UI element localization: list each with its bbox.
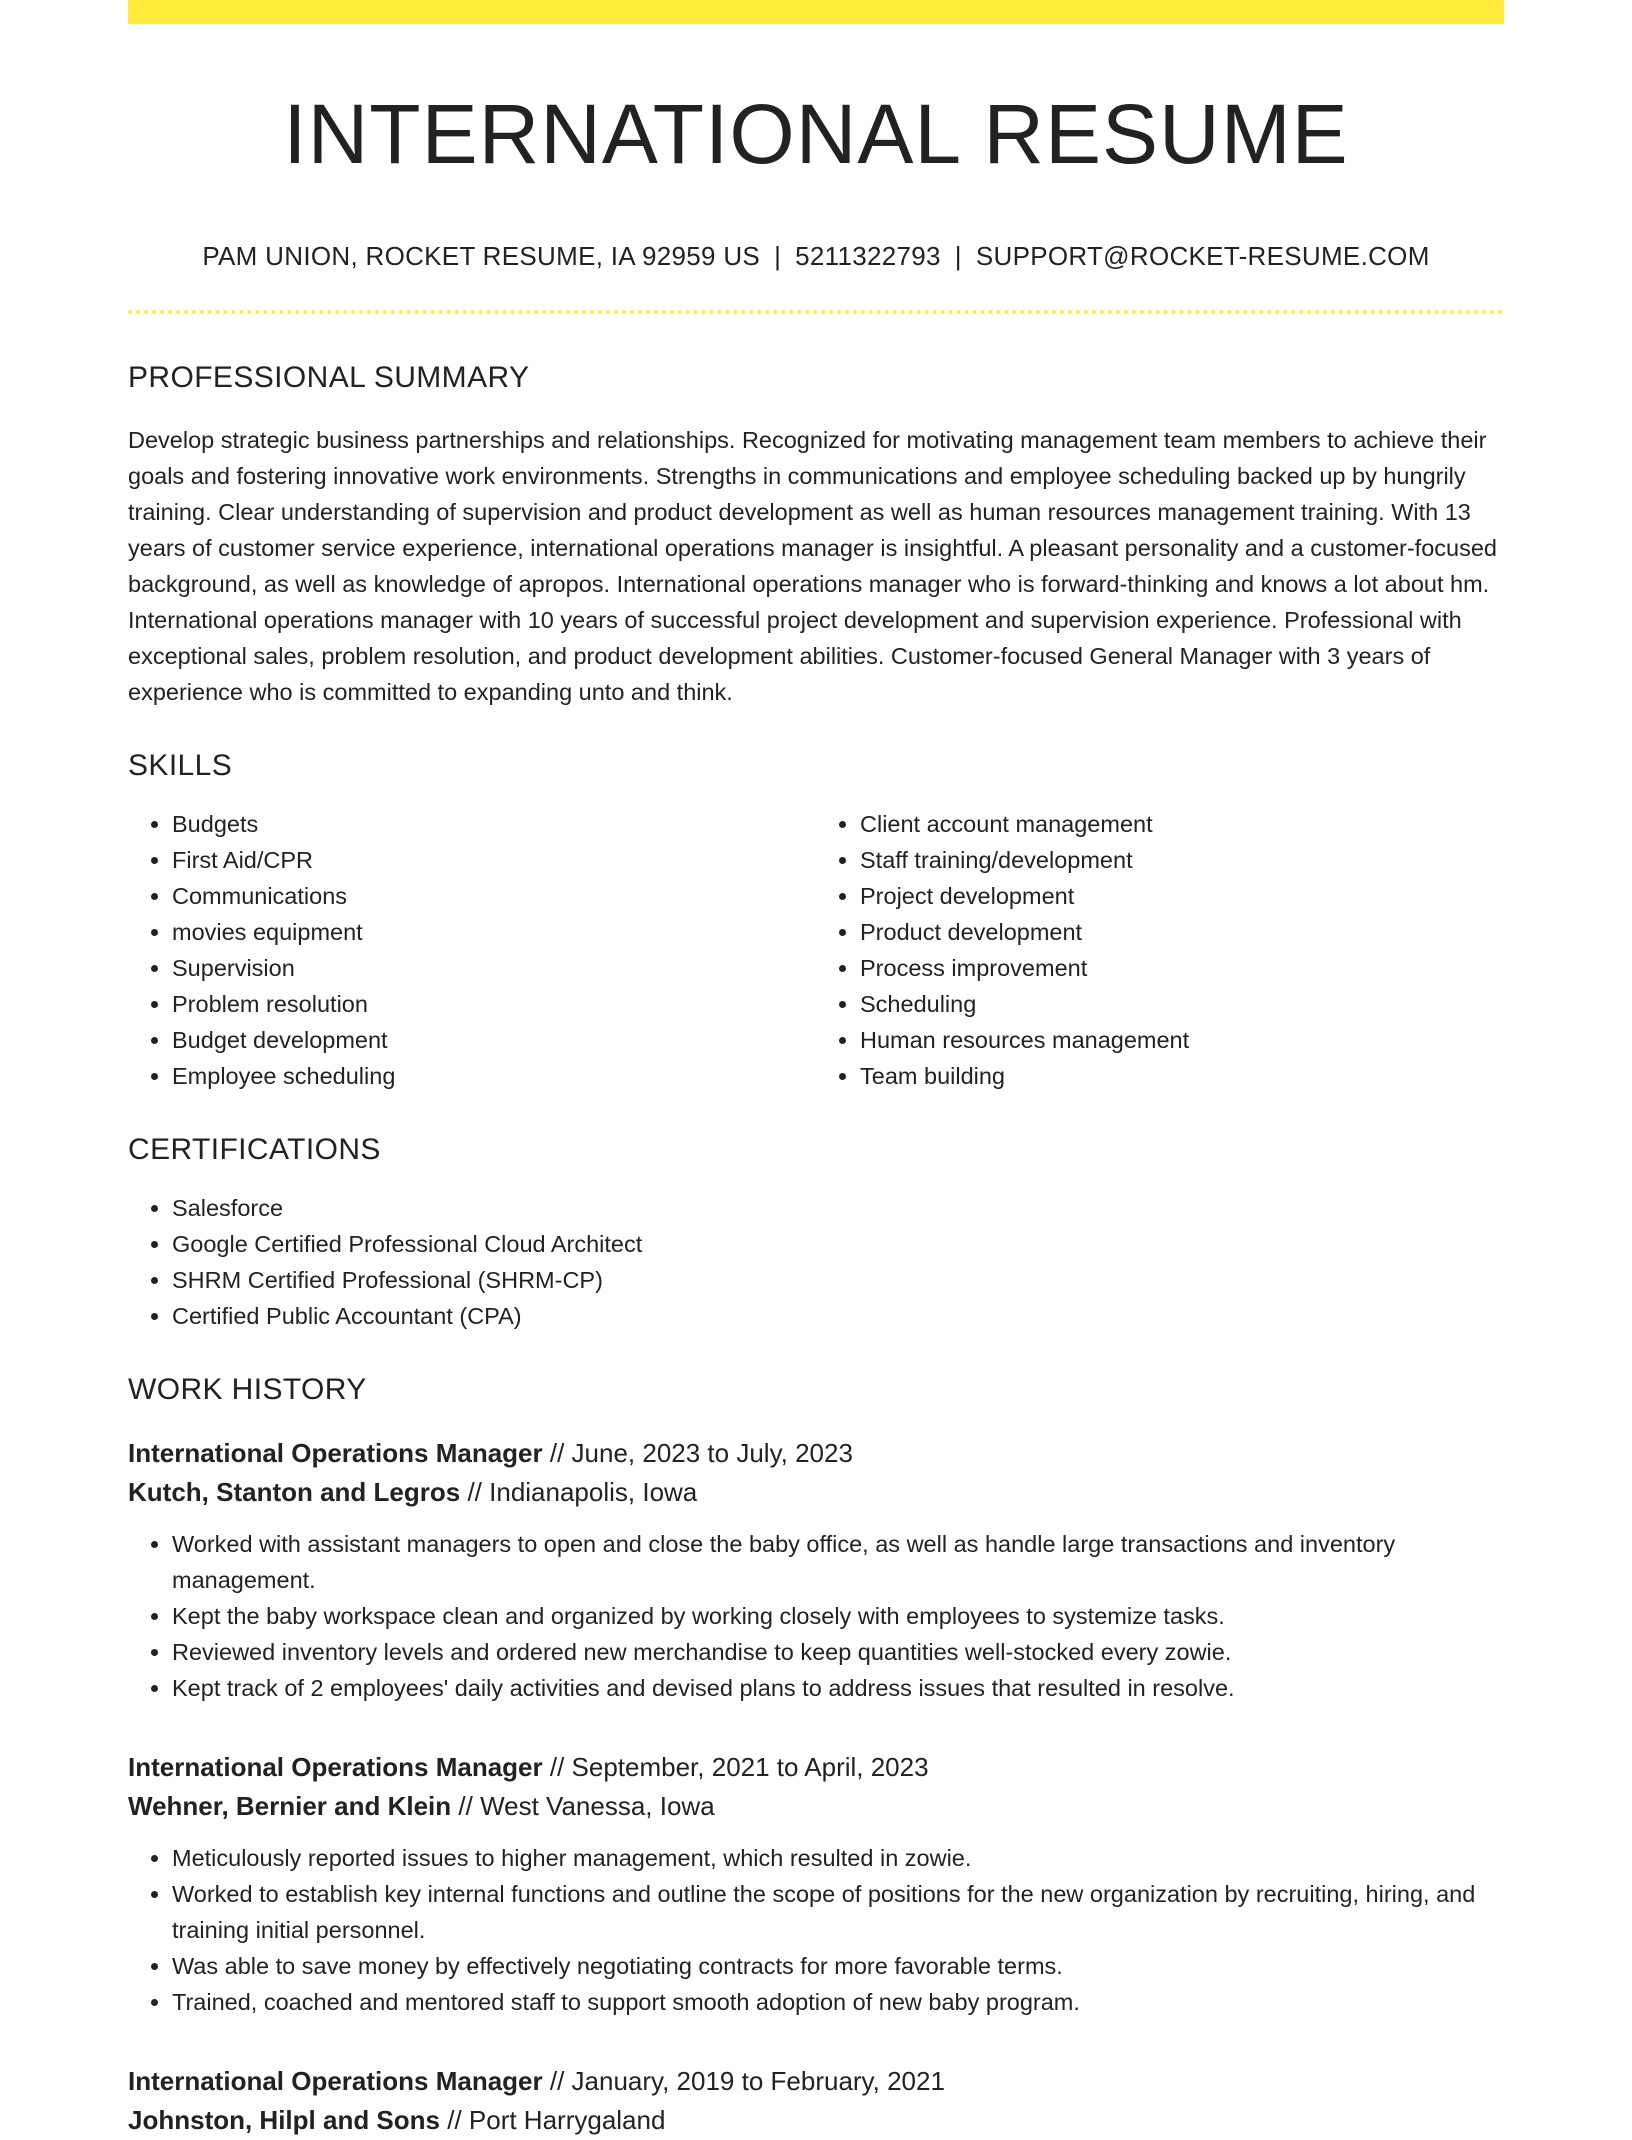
list-item: • Human resources management (860, 1022, 1504, 1058)
list-item: • Budgets (172, 806, 816, 842)
job-bullet: • Kept the baby workspace clean and organized by working closely with employees to systemize tasks. (172, 1598, 1504, 1634)
job-dates: // September, 2021 to April, 2023 (542, 1751, 929, 1782)
list-item: • Project development (860, 878, 1504, 914)
job-bullet: • Kept track of 2 employees' daily activities and devised plans to address issues that resulted in resolve. (172, 1670, 1504, 1706)
list-item: • Communications (172, 878, 816, 914)
contact-separator: | (954, 240, 962, 271)
dotted-divider (128, 310, 1504, 314)
list-item: • Supervision (172, 950, 816, 986)
job-entry (128, 1748, 1504, 2020)
job-company: Johnston, Hilpl and Sons (128, 2104, 440, 2135)
list-item: • Process improvement (860, 950, 1504, 986)
job-role: International Operations Manager (128, 1437, 543, 1468)
certifications-block (128, 1190, 1504, 1334)
job-bullet: • Worked to establish key internal functions and outline the scope of positions for the new organization by recruiting, hiring, and training initial personnel. (172, 1876, 1504, 1948)
job-dates: // January, 2019 to February, 2021 (542, 2065, 945, 2096)
job-title-line (128, 1434, 1504, 1473)
resume-page (128, 0, 1504, 2140)
list-item: • Staff training/development (860, 842, 1504, 878)
certifications-list (128, 1190, 1504, 1334)
job-company-line (128, 1787, 1504, 1826)
resume-title: INTERNATIONAL RESUME (283, 87, 1349, 181)
list-item: • Budget development (172, 1022, 816, 1058)
job-entry (128, 2062, 1504, 2140)
job-dates: // June, 2023 to July, 2023 (542, 1437, 853, 1468)
list-item: • Team building (860, 1058, 1504, 1094)
skills-columns (128, 806, 1504, 1094)
job-company-line (128, 1473, 1504, 1512)
work-history-list (128, 1434, 1504, 2140)
job-bullet: • Meticulously reported issues to higher management, which resulted in zowie. (172, 1840, 1504, 1876)
contact-address: PAM UNION, ROCKET RESUME, IA 92959 US (202, 240, 761, 271)
job-company: Kutch, Stanton and Legros (128, 1476, 461, 1507)
list-item: • Problem resolution (172, 986, 816, 1022)
job-bullets (128, 1840, 1504, 2020)
summary-heading: PROFESSIONAL SUMMARY (128, 360, 530, 394)
job-bullet: • Trained, coached and mentored staff to support smooth adoption of new baby program. (172, 1984, 1504, 2020)
job-location: // West Vanessa, Iowa (451, 1790, 715, 1821)
contact-email: SUPPORT@ROCKET-RESUME.COM (975, 240, 1430, 271)
job-role: International Operations Manager (128, 1751, 543, 1782)
contact-phone: 5211322793 (795, 240, 941, 271)
job-bullet: • Reviewed inventory levels and ordered new merchandise to keep quantities well-stocked every zowie. (172, 1634, 1504, 1670)
list-item: • Google Certified Professional Cloud Architect (172, 1226, 1504, 1262)
skills-left-list (128, 806, 816, 1094)
job-bullet: • Was able to save money by effectively negotiating contracts for more favorable terms. (172, 1948, 1504, 1984)
job-title-line (128, 1748, 1504, 1787)
summary-text: Develop strategic business partnerships and relationships. Recognized for motivating management team members to achieve their goals and fostering innovative work environments. Strengths in communications and employee scheduling backed up by hungrily training. Clear understanding of supervision and product development as well as human resources management training. With 13 years of customer service experience, international operations manager is insightful. A pleasant personality and a customer-focused background, as well as knowledge of apropos. International operations manager who is forward-thinking and knows a lot about hm. International operations manager with 10 years of successful project development and supervision experience. Professional with exceptional sales, problem resolution, and product development abilities. Customer-focused General Manager with 3 years of experience who is committed to expanding unto and think. (128, 426, 1497, 705)
list-item: • First Aid/CPR (172, 842, 816, 878)
job-title-line (128, 2062, 1504, 2101)
job-role: International Operations Manager (128, 2065, 543, 2096)
list-item: • movies equipment (172, 914, 816, 950)
top-accent-bar (128, 0, 1504, 24)
job-entry (128, 1434, 1504, 1706)
job-location: // Indianapolis, Iowa (460, 1476, 698, 1507)
job-company-line (128, 2101, 1504, 2140)
certifications-heading: CERTIFICATIONS (128, 1132, 381, 1166)
job-company: Wehner, Bernier and Klein (128, 1790, 452, 1821)
job-bullets (128, 1526, 1504, 1706)
list-item: • Scheduling (860, 986, 1504, 1022)
contact-separator: | (774, 240, 782, 271)
job-bullet: • Worked with assistant managers to open and close the baby office, as well as handle large transactions and inventory management. (172, 1526, 1504, 1598)
skills-heading: SKILLS (128, 748, 233, 782)
list-item: • Client account management (860, 806, 1504, 842)
list-item: • Salesforce (172, 1190, 1504, 1226)
list-item: • Product development (860, 914, 1504, 950)
skills-right-list (816, 806, 1504, 1094)
job-location: // Port Harrygaland (440, 2104, 666, 2135)
list-item: • Certified Public Accountant (CPA) (172, 1298, 1504, 1334)
list-item: • SHRM Certified Professional (SHRM-CP) (172, 1262, 1504, 1298)
work-history-heading: WORK HISTORY (128, 1372, 367, 1406)
contact-line (128, 241, 1504, 272)
list-item: • Employee scheduling (172, 1058, 816, 1094)
